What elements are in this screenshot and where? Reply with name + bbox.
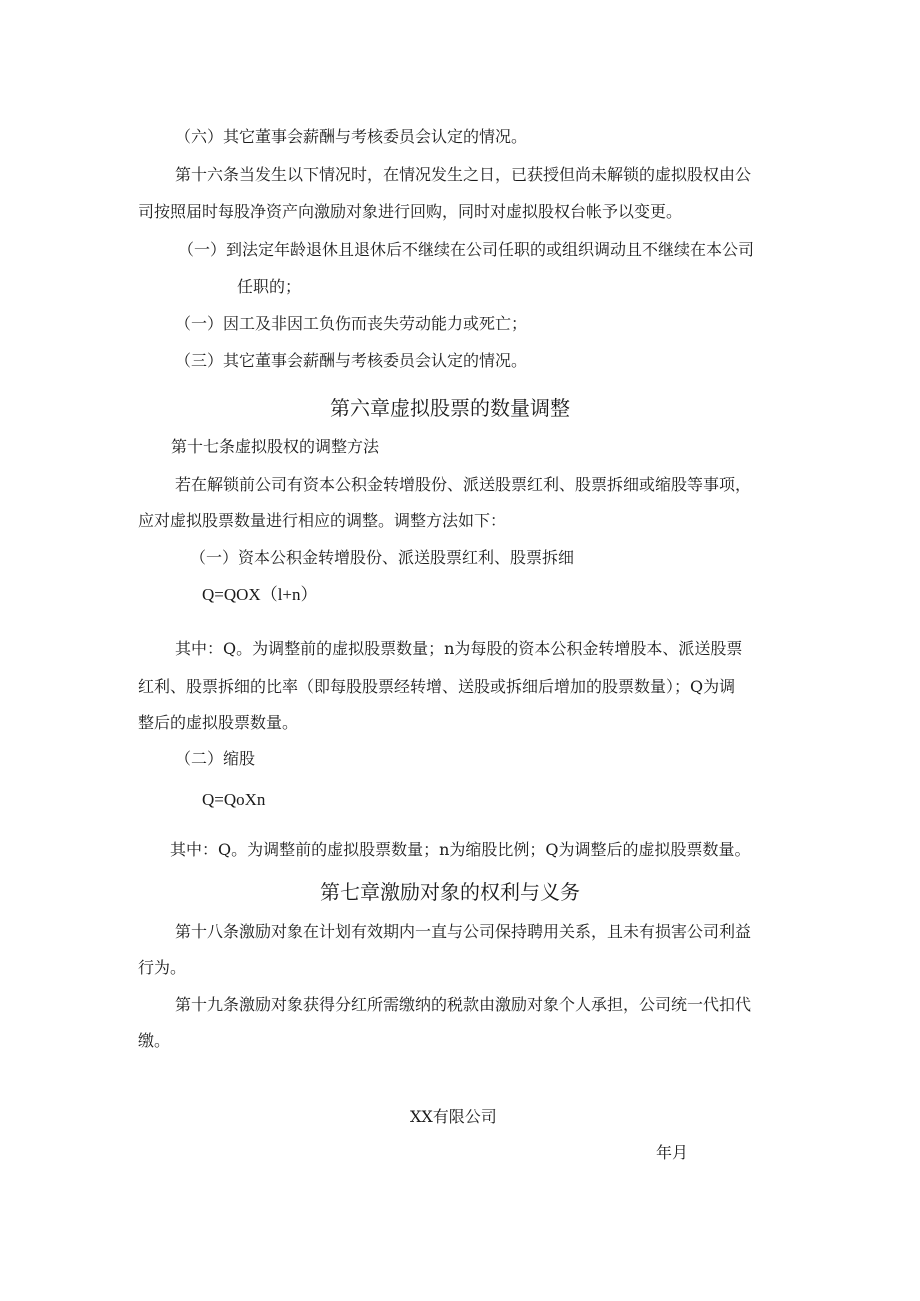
article-16-item-2: （一）因工及非因工负伤而丧失劳动能力或死亡； [175, 314, 528, 333]
article-19-line-2: 缴。 [138, 1031, 171, 1050]
article-16-line-2: 司按照届时每股净资产向激励对象进行回购，同时对虚拟股权台帐予以变更。 [138, 202, 683, 221]
article-18-line-2: 行为。 [138, 958, 187, 977]
article-16-line-1: 第十六条当发生以下情况时，在情况发生之日，已获授但尚未解锁的虚拟股权由公 [175, 165, 752, 184]
article-17-title: 第十七条虚拟股权的调整方法 [171, 437, 380, 456]
article-17-item-1: （一）资本公积金转增股份、派送股票红利、股票拆细 [190, 548, 575, 567]
formula-1-note-line-2: 红利、股票拆细的比率（即每股股票经转增、送股或拆细后增加的股票数量）；Q为调 [138, 677, 736, 696]
article-17-para-line-1: 若在解锁前公司有资本公积金转增股份、派送股票红利、股票拆细或缩股等事项， [175, 475, 752, 494]
article-17-para-line-2: 应对虚拟股票数量进行相应的调整。调整方法如下： [138, 511, 507, 530]
article-17-item-2: （二）缩股 [175, 749, 256, 768]
article-19-line-1: 第十九条激励对象获得分红所需缴纳的税款由激励对象个人承担，公司统一代扣代 [175, 995, 752, 1014]
chapter-7-title: 第七章激励对象的权利与义务 [320, 880, 580, 904]
chapter-6-title: 第六章虚拟股票的数量调整 [330, 396, 570, 420]
article-16-item-3: （三）其它董事会薪酬与考核委员会认定的情况。 [175, 351, 528, 370]
article-18-line-1: 第十八条激励对象在计划有效期内一直与公司保持聘用关系，且未有损害公司利益 [175, 922, 752, 941]
formula-1: Q=QOX（l+n） [202, 585, 318, 604]
signature-date: 年月 [656, 1143, 689, 1162]
article-16-item-1-line-2: 任职的； [237, 277, 302, 296]
section15-item-6: （六）其它董事会薪酬与考核委员会认定的情况。 [175, 127, 528, 146]
formula-2-note: 其中：Q。为调整前的虚拟股票数量；n为缩股比例；Q为调整后的虚拟股票数量。 [170, 840, 751, 859]
article-16-item-1-line-1: （一）到法定年龄退休且退休后不继续在公司任职的或组织调动且不继续在本公司 [178, 240, 755, 259]
formula-2: Q=QoXn [202, 790, 266, 809]
formula-1-note-line-1: 其中：Q。为调整前的虚拟股票数量；n为每股的资本公积金转增股本、派送股票 [175, 639, 743, 658]
company-name: XX有限公司 [410, 1107, 497, 1126]
formula-1-note-line-3: 整后的虚拟股票数量。 [138, 713, 299, 732]
